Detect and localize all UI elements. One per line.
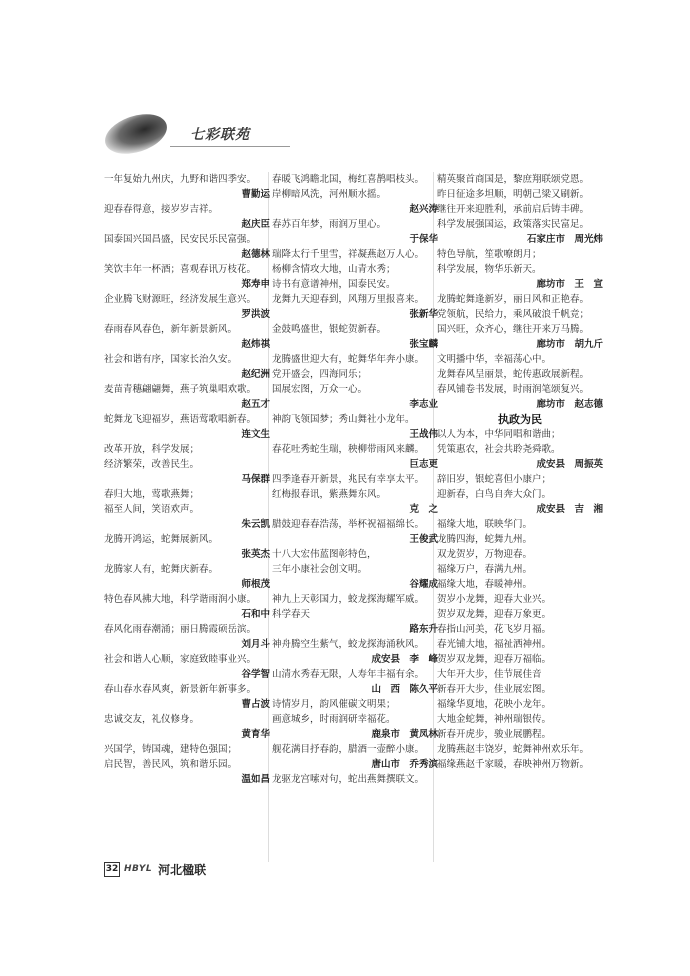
author-line: 山 西 陈久平 xyxy=(371,684,438,695)
author-line: 谷耀成 xyxy=(409,579,438,590)
author-line: 朱云凯 xyxy=(241,519,270,530)
author-line: 廊坊市 王 宣 xyxy=(536,279,603,290)
author-line: 鹿泉市 黄凤林 xyxy=(371,729,438,740)
author-line: 曹占波 xyxy=(241,699,270,710)
couplet-line: 福缘燕赵千家暖，春映神州万物新。 xyxy=(437,759,590,770)
couplet-line: 春苏百年梦，雨润万里心。 xyxy=(272,219,387,230)
couplet-line: 瑞降太行千里雪，祥凝燕赵万人心。 xyxy=(272,249,425,260)
couplet-line: 新春开虎步，骏业展鹏程。 xyxy=(437,729,552,740)
author-line: 廊坊市 赵志德 xyxy=(536,399,603,410)
couplet-line: 继往开来迎胜利，承前启后铸丰碑。 xyxy=(437,204,590,215)
couplet-line: 国兴旺，众齐心，继往开来万马腾。 xyxy=(437,324,590,335)
couplet-line: 企业腾飞财源旺，经济发展生意兴。 xyxy=(104,294,257,305)
author-line: 温如昌 xyxy=(241,774,270,785)
couplet-line: 龙腾燕赵丰饶岁，蛇舞神州欢乐年。 xyxy=(437,744,590,755)
couplet-line: 以人为本，中华同唱和谐曲； xyxy=(437,429,561,440)
couplet-line: 福缘华夏地，花映小龙年。 xyxy=(437,699,552,710)
couplet-line: 神九上天彰国力，蛟龙探海耀军威。 xyxy=(272,594,425,605)
couplet-column-2 xyxy=(272,172,438,787)
author-line: 罗洪波 xyxy=(241,309,270,320)
couplet-line: 春雨春风春色，新年新景新风。 xyxy=(104,324,238,335)
couplet-line: 双龙贺岁，万物迎春。 xyxy=(437,549,533,560)
couplet-line: 腊鼓迎春春浩荡，举杯祝福福绵长。 xyxy=(272,519,425,530)
couplet-line: 科学发展，物华乐新天。 xyxy=(437,264,542,275)
author-line: 于保华 xyxy=(409,234,438,245)
couplet-line: 新春开大步，佳业展宏图。 xyxy=(437,684,552,695)
couplet-line: 迎新春，白鸟自奔大众门。 xyxy=(437,489,552,500)
couplet-line: 昨日征途多坦顺，明朝己梁又刷新。 xyxy=(437,189,590,200)
couplet-line: 神舟腾空生紫气，蛟龙探海涌秋风。 xyxy=(272,639,425,650)
couplet-line: 龙腾盛世迎大有，蛇舞华年奔小康。 xyxy=(272,354,425,365)
author-line: 张英杰 xyxy=(241,549,270,560)
couplet-line: 龙腾家人有，蛇舞庆新春。 xyxy=(104,564,219,575)
couplet-line: 文明播中华，幸福荡心中。 xyxy=(437,354,552,365)
couplet-line: 党开盛会，四海同乐； xyxy=(272,369,368,380)
couplet-line: 春指山河美，花飞岁月福。 xyxy=(437,624,552,635)
author-line: 刘月斗 xyxy=(241,639,270,650)
author-line: 连文生 xyxy=(241,429,270,440)
author-line: 赵炜祺 xyxy=(241,339,270,350)
author-line: 赵兴涛 xyxy=(409,204,438,215)
couplet-line: 龙腾蛇舞逢新岁，丽日风和正艳春。 xyxy=(437,294,590,305)
couplet-line: 诗情岁月，韵风催碳文明果； xyxy=(272,699,396,710)
couplet-line: 龙驱龙宫嗦对句，蛇出燕舞撰联文。 xyxy=(272,774,425,785)
couplet-line: 春暖飞鸿瞻北国，梅红喜鹊唱枝头。 xyxy=(272,174,425,185)
author-line: 赵德林 xyxy=(241,249,270,260)
banner-underline xyxy=(170,146,290,147)
author-line: 马保群 xyxy=(241,474,270,485)
author-line: 赵纪洲 xyxy=(241,369,270,380)
couplet-line: 一年复始九州庆，九野和谐四季安。 xyxy=(104,174,257,185)
couplet-line: 春山春水春风爽，新景新年新事多。 xyxy=(104,684,257,695)
author-line: 曹勤运 xyxy=(241,189,270,200)
couplet-line: 十八大宏伟蓝图彰特色， xyxy=(272,549,377,560)
couplet-line: 贺岁双龙舞，迎春万象更。 xyxy=(437,609,552,620)
couplet-line: 启民智，善民风，筑和谐乐园。 xyxy=(104,759,238,770)
author-line: 石和中 xyxy=(241,609,270,620)
couplet-line: 春花吐秀蛇生瑞，秧柳带雨风来麟。 xyxy=(272,444,425,455)
couplet-line: 科学发展强国运，政策落实民富足。 xyxy=(437,219,590,230)
author-line: 王战伟 xyxy=(409,429,438,440)
couplet-line: 麦苗青穗翩翩舞，燕子筑巢唱欢歌。 xyxy=(104,384,257,395)
author-line: 路东升 xyxy=(409,624,438,635)
subsection-heading: 执政为民 xyxy=(498,413,542,426)
author-line: 黄育华 xyxy=(241,729,270,740)
couplet-line: 山清水秀春无限，人寿年丰福有余。 xyxy=(272,669,425,680)
couplet-line: 社会和谐有序，国家长治久安。 xyxy=(104,354,238,365)
couplet-line: 国泰国兴国昌盛，民安民乐民富强。 xyxy=(104,234,257,245)
couplet-line: 红梅报春讯，紫燕舞东风。 xyxy=(272,489,387,500)
author-line: 师根茂 xyxy=(241,579,270,590)
author-line: 李志业 xyxy=(409,399,438,410)
couplet-line: 党领航，民给力，乘风破浪千帆竞； xyxy=(437,309,590,320)
couplet-line: 辞旧岁，银蛇喜但小康户； xyxy=(437,474,552,485)
couplet-line: 金鼓鸣盛世，银蛇贺新春。 xyxy=(272,324,387,335)
author-line: 张宝麟 xyxy=(409,339,438,350)
couplet-line: 兴国学，铸国魂，建特色强国； xyxy=(104,744,238,755)
author-line: 克 之 xyxy=(409,504,438,515)
couplet-line: 福缘大地，春暖神州。 xyxy=(437,579,533,590)
section-banner xyxy=(100,112,290,152)
couplet-line: 杨柳含情攻大地，山青水秀； xyxy=(272,264,396,275)
journal-name: 河北楹联 xyxy=(158,862,207,877)
couplet-line: 龙腾开鸿运，蛇舞展新风。 xyxy=(104,534,219,545)
author-line: 张新华 xyxy=(409,309,438,320)
couplet-line: 特色春风拂大地，科学谐雨润小康。 xyxy=(104,594,257,605)
couplet-line: 神韵飞领国梦；秀山舞社小龙年。 xyxy=(272,414,415,425)
couplet-line: 迎春春得意，接岁岁吉祥。 xyxy=(104,204,219,215)
couplet-column-1 xyxy=(104,172,270,787)
couplet-line: 春风铺卷书发展，时雨润笔颂复兴。 xyxy=(437,384,590,395)
brush-swoosh-decoration xyxy=(100,107,172,161)
couplet-line: 春光铺大地，福祉洒神州。 xyxy=(437,639,552,650)
author-line: 成安县 吉 湘 xyxy=(536,504,603,515)
couplet-line: 改革开放，科学发展； xyxy=(104,444,200,455)
section-title: 七彩联苑 xyxy=(190,127,250,143)
couplet-line: 凭策惠农，社会共聆尧舜歌。 xyxy=(437,444,561,455)
couplet-line: 贺岁双龙舞，迎春万福临。 xyxy=(437,654,552,665)
couplet-line: 社会和谐人心顺，家庭致睦事业兴。 xyxy=(104,654,257,665)
couplet-line: 忠诚交友，礼仪修身。 xyxy=(104,714,200,725)
couplet-line: 龙舞九天迎春到，风翔万里报喜来。 xyxy=(272,294,425,305)
couplet-line: 福至人间，笑语欢声。 xyxy=(104,504,200,515)
author-line: 郑寿申 xyxy=(241,279,270,290)
couplet-line: 大年开大步，佳节展佳音 xyxy=(437,669,542,680)
couplet-line: 福缘大地，联映华门。 xyxy=(437,519,533,530)
author-line: 廊坊市 胡九斤 xyxy=(536,339,603,350)
couplet-line: 笑饮丰年一杯酒；喜观春讯万枝花。 xyxy=(104,264,257,275)
couplet-line: 春归大地，莺歌燕舞； xyxy=(104,489,200,500)
couplet-line: 龙舞春风呈丽景，蛇传惠政展新程。 xyxy=(437,369,590,380)
author-line: 唐山市 乔秀滨 xyxy=(371,759,438,770)
author-line: 赵五才 xyxy=(241,399,270,410)
couplet-line: 龙腾四海，蛇舞九州。 xyxy=(437,534,533,545)
couplet-line: 岸柳暗风洗，河州顺水摇。 xyxy=(272,189,387,200)
couplet-line: 四季逢春开新景，兆民有幸享太平。 xyxy=(272,474,425,485)
author-line: 谷学智 xyxy=(241,669,270,680)
author-line: 石家庄市 周光炜 xyxy=(526,234,603,245)
couplet-line: 画意城乡，时雨润研幸福花。 xyxy=(272,714,396,725)
couplet-line: 三年小康社会创文明。 xyxy=(272,564,368,575)
author-line: 成安县 周振英 xyxy=(536,459,603,470)
page-number: 32 xyxy=(104,862,120,877)
couplet-column-3 xyxy=(437,172,603,772)
couplet-line: 贺岁小龙舞，迎春大业兴。 xyxy=(437,594,552,605)
author-line: 成安县 李 峰 xyxy=(371,654,438,665)
couplet-line: 特色导航，笙歌嘹朗月； xyxy=(437,249,542,260)
author-line: 王俊武 xyxy=(409,534,438,545)
couplet-line: 精英聚首商国是，黎庶翔联颂党恩。 xyxy=(437,174,590,185)
couplet-line: 春风化雨春潮涌；丽日腾霞硕岳滨。 xyxy=(104,624,257,635)
journal-abbreviation: HBYL xyxy=(124,864,153,874)
author-line: 巨志更 xyxy=(409,459,438,470)
couplet-line: 科学春天 xyxy=(272,609,311,620)
couplet-line: 国展宏图，万众一心。 xyxy=(272,384,368,395)
couplet-line: 诗书有意谱神州，国泰民安。 xyxy=(272,279,396,290)
page-footer xyxy=(104,860,206,878)
couplet-line: 蛇舞龙飞迎福岁，燕语莺歌唱新春。 xyxy=(104,414,257,425)
couplet-line: 经济繁荣，改善民生。 xyxy=(104,459,200,470)
author-line: 赵庆臣 xyxy=(241,219,270,230)
couplet-line: 大地金蛇舞，神州瑞银传。 xyxy=(437,714,552,725)
couplet-line: 舰花满目抒春韵，腊酒一壶醉小康。 xyxy=(272,744,425,755)
couplet-line: 福缘万户，春满九州。 xyxy=(437,564,533,575)
